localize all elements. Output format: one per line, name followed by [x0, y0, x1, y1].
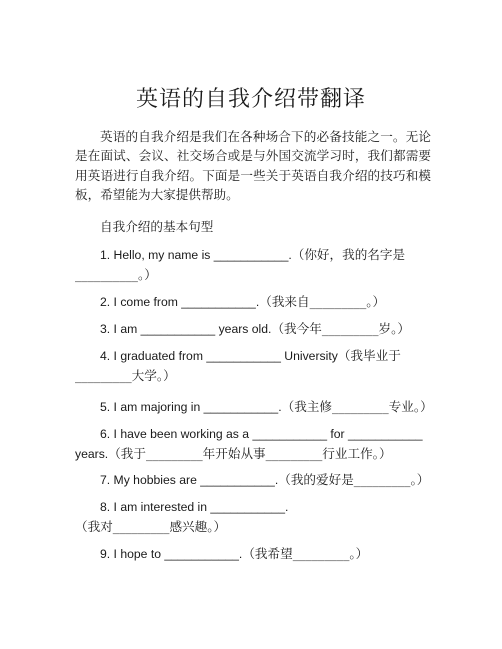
sentence-item-7: [75, 470, 435, 490]
sentence-item-2: [75, 292, 435, 312]
sentence-english: 1. Hello, my name is ___________.: [100, 248, 292, 262]
page-title: 英语的自我介绍带翻译: [135, 87, 366, 112]
section-heading: 自我介绍的基本句型: [100, 219, 214, 234]
sentence-english: 4. I graduated from ___________ University: [100, 349, 338, 363]
sentence-english: 8. I am interested in ___________.: [100, 500, 289, 514]
sentence-english: 3. I am ___________ years old.: [100, 322, 272, 336]
sentence-item-3: [75, 319, 435, 339]
intro-paragraph: 英语的自我介绍是我们在各种场合下的必备技能之一。无论是在面试、会议、社交场合或是与外国交流学习时，我们都需要用英语进行自我介绍。下面是一些关于英语自我介绍的技巧和模板，希望能为大家提供帮助。: [75, 129, 431, 202]
sentence-translation: （我今年_________岁。）: [271, 321, 410, 336]
sentence-english: 9. I hope to ___________.: [100, 547, 243, 561]
sentence-translation: （我毕业于_________大学。）: [75, 348, 401, 384]
sentence-english: 6. I have been working as a ___________ for ___________ years.: [75, 427, 423, 462]
sentence-item-6: [75, 424, 435, 465]
sentence-translation: （我来自_________。）: [259, 294, 386, 309]
sentence-item-9: [75, 544, 435, 564]
sentence-translation: （我对_________感兴趣。）: [75, 519, 227, 535]
sentence-english: 7. My hobbies are ___________.: [100, 473, 279, 487]
sentence-item-1: [75, 245, 435, 285]
sentence-english: 5. I am majoring in ___________.: [100, 400, 282, 414]
sentence-english: 2. I come from ___________.: [100, 295, 260, 309]
sentence-item-4: [75, 346, 435, 386]
sentence-translation: （我希望_________。）: [242, 546, 369, 561]
sentence-translation: （你好，我的名字是__________。）: [75, 247, 406, 283]
sentence-translation: （我的爱好是_________。）: [278, 472, 430, 487]
sentence-item-5: [75, 397, 435, 417]
sentence-item-8: [75, 497, 435, 537]
sentence-translation: （我主修_________专业。）: [281, 399, 433, 414]
sentence-translation: （我于_________年开始从事_________行业工作。）: [108, 446, 392, 462]
